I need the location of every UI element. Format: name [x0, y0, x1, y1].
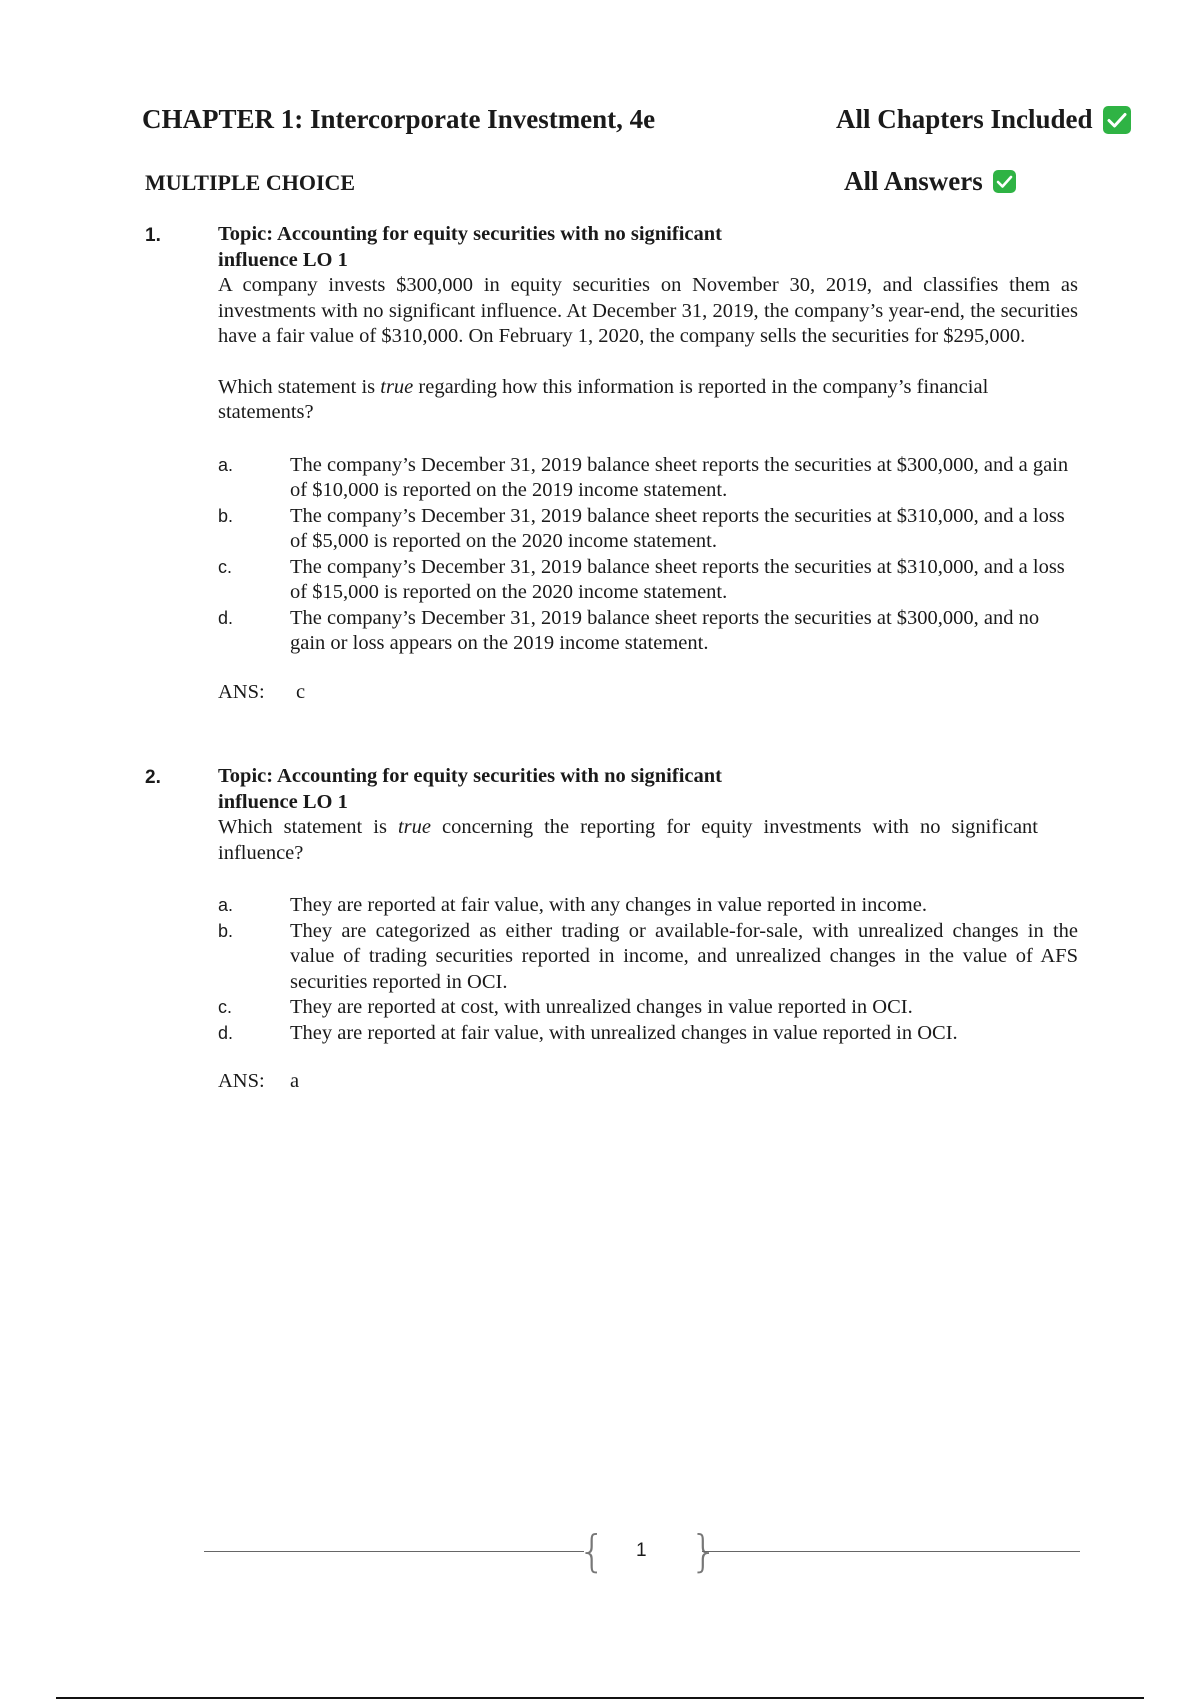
all-chapters-label: All Chapters Included: [836, 104, 1093, 134]
choice-item: [218, 893, 1078, 919]
choice-text: The company’s December 31, 2019 balance sheet reports the securities at $310,000, and a loss of $15,000 is reported on the 2020 income statement.: [290, 555, 1065, 603]
question-prompt: [218, 375, 1078, 426]
choice-text: They are reported at fair value, with unrealized changes in value reported in OCI.: [290, 1021, 958, 1044]
answer-value: a: [290, 1070, 300, 1092]
choice-letter: d.: [218, 607, 234, 628]
prompt-emphasis: true: [397, 816, 431, 838]
choice-item: [218, 1021, 1078, 1047]
choice-item: [218, 453, 1078, 504]
all-answers-label: All Answers: [844, 166, 983, 196]
prompt-text: regarding how this information is reported in the company’s financial statements?: [218, 375, 989, 423]
choice-item: [218, 606, 1078, 657]
choice-text: The company’s December 31, 2019 balance sheet reports the securities at $300,000, and no gain or loss appears on the 2019 income statement.: [290, 606, 1040, 654]
choice-text: They are reported at fair value, with any changes in value reported in income.: [290, 894, 927, 916]
page-bottom-rule: [56, 1697, 1144, 1699]
question-topic: Topic: Accounting for equity securities with no significant influence LO 1: [218, 223, 722, 271]
choice-letter: c.: [218, 556, 233, 577]
question-topic: Topic: Accounting for equity securities with no significant influence LO 1: [218, 765, 722, 813]
choice-item: [218, 504, 1078, 555]
page-number: 1: [636, 1540, 647, 1561]
checkmark-icon: [993, 170, 1016, 193]
footer-divider-left: [204, 1551, 584, 1552]
choice-letter: a.: [218, 454, 234, 475]
all-answers-badge: [844, 166, 1016, 197]
question-number: 1.: [145, 225, 161, 246]
prompt-text: Which statement is: [218, 816, 398, 838]
prompt-text: Which statement is: [218, 375, 381, 398]
question-stem: A company invests $300,000 in equity securities on November 30, 2019, and classifies them as investments with no significant influence. At December 31, 2019, the company’s year-end, the securities have a fair value of $310,000. On February 1, 2020, the company sells the securities for $295,000.: [218, 274, 1078, 347]
choice-text: The company’s December 31, 2019 balance sheet reports the securities at $310,000, and a loss of $5,000 is reported on the 2020 income statement.: [290, 504, 1065, 552]
left-brace-ornament: {: [578, 1526, 606, 1577]
choice-text: They are categorized as either trading or available-for-sale, with unrealized changes in the value of trading securities reported in income, and unrealized changes in the value of AFS securities reported in OCI.: [290, 919, 1078, 993]
choice-list: [218, 453, 1078, 657]
choice-item: [218, 555, 1078, 606]
question-2: [218, 764, 1078, 1095]
chapter-title: CHAPTER 1: Intercorporate Investment, 4e: [142, 104, 656, 134]
answer-label: ANS:: [218, 680, 265, 703]
choice-item: [218, 995, 1078, 1021]
answer-value: c: [296, 680, 306, 703]
answer-line: [218, 1069, 1078, 1095]
footer-divider-right: [702, 1551, 1080, 1552]
choice-letter: c.: [218, 997, 233, 1017]
choice-letter: a.: [218, 895, 234, 915]
choice-item: [218, 919, 1078, 996]
prompt-emphasis: true: [380, 375, 414, 398]
choice-text: They are reported at cost, with unrealized changes in value reported in OCI.: [290, 996, 913, 1018]
choice-letter: b.: [218, 505, 234, 526]
choice-text: The company’s December 31, 2019 balance sheet reports the securities at $300,000, and a gain of $10,000 is reported on the 2019 income statement.: [290, 453, 1069, 501]
section-title: MULTIPLE CHOICE: [145, 170, 356, 195]
answer-label: ANS:: [218, 1070, 265, 1092]
prompt-text: concerning the reporting for equity investments with no significant influence?: [218, 816, 1038, 864]
choice-letter: d.: [218, 1022, 234, 1043]
choice-letter: b.: [218, 920, 234, 941]
choice-list: [218, 893, 1078, 1046]
question-1: [218, 222, 1078, 705]
all-chapters-badge: [836, 104, 1131, 135]
right-brace-ornament: }: [690, 1526, 718, 1577]
answer-line: [218, 680, 1078, 706]
question-number: 2.: [145, 767, 161, 788]
question-prompt: [218, 815, 1038, 866]
checkmark-icon: [1103, 106, 1131, 134]
